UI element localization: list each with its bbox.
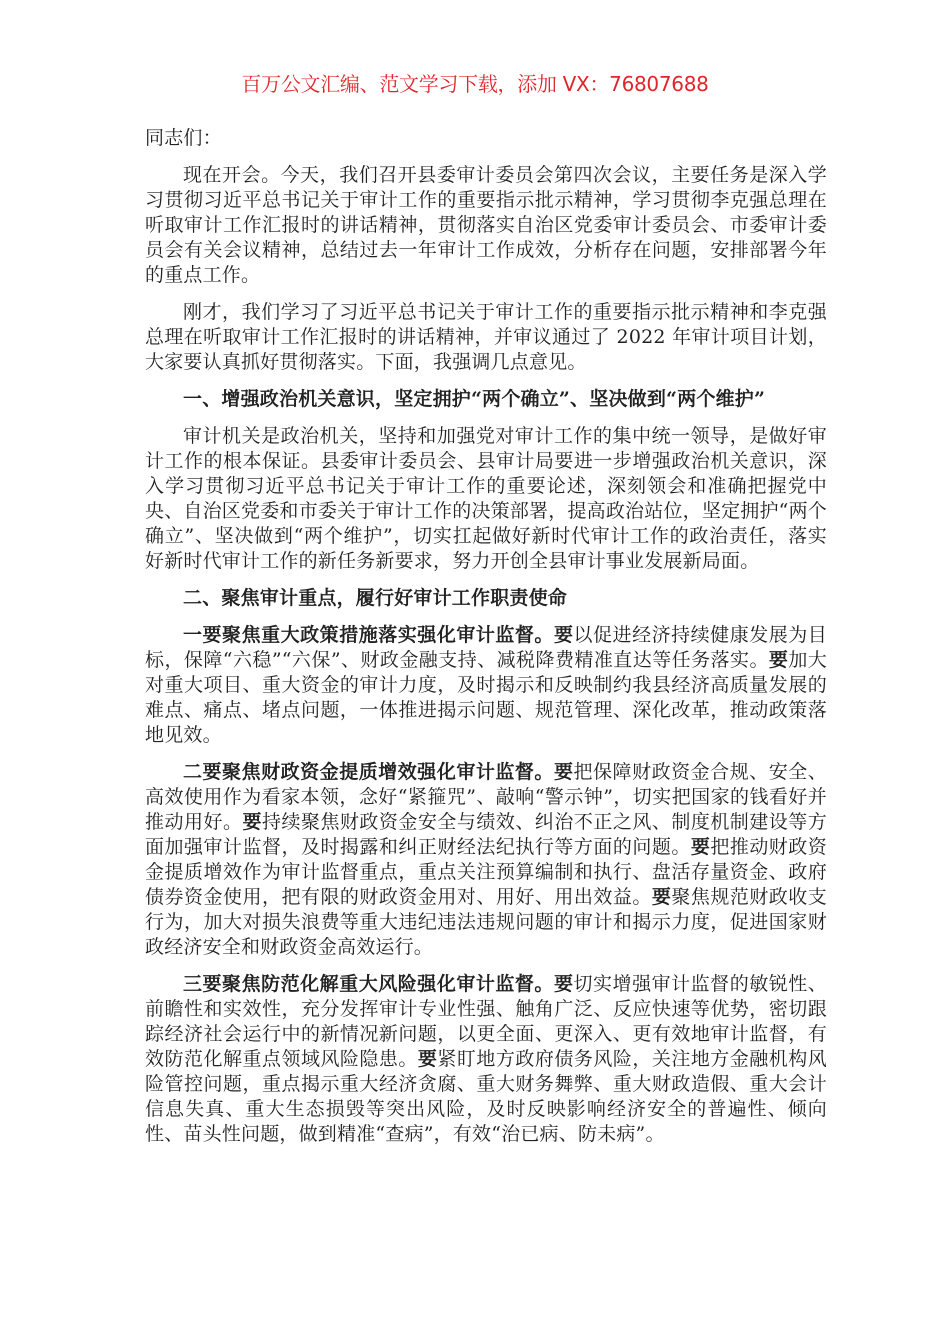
paragraph (145, 972, 827, 1147)
text: 把推动财政资金提质增效作为审计监督重点，重点关注预算编制和执行、盘活存量资金、政府债券资金使用，把有限的财政资金用对、用好、用出效益。 (145, 836, 827, 908)
paragraph (145, 760, 827, 960)
bold-text: 二、聚焦审计重点，履行好审计工作职责使命 (183, 587, 568, 609)
bold-text: 三要聚焦防范化解重大风险强化审计监督。要 (183, 973, 574, 995)
document-body (145, 126, 827, 1159)
text: 以促进经济持续健康发展为目标，保障“六稳”“六保”、财政金融支持、减税降费精准直达等任务落实。 (145, 624, 827, 671)
bold-text: 二要聚焦财政资金提质增效强化审计监督。要 (183, 761, 574, 783)
text: 现在开会。今天，我们召开县委审计委员会第四次会议，主要任务是深入学习贯彻习近平总书记关于审计工作的重要指示批示精神，学习贯彻李克强总理在听取审计工作汇报时的讲话精神，贯彻落实自治区党委审计委员会、市委审计委员会有关会议精神，总结过去一年审计工作成效，分析存在问题，安排部署今年的重点工作。 (145, 164, 827, 286)
bold-text: 要 (417, 1048, 438, 1070)
paragraphs (145, 163, 827, 1147)
text: 审计机关是政治机关，坚持和加强党对审计工作的集中统一领导，是做好审计工作的根本保证。县委审计委员会、县审计局要进一步增强政治机关意识，深入学习贯彻习近平总书记关于审计工作的重要论述，深刻领会和准确把握党中央、自治区党委和市委关于审计工作的决策部署，提高政治站位，坚定拥护“两个确立”、坚决做到“两个维护”，切实扛起做好新时代审计工作的政治责任，落实好新时代审计工作的新任务新要求，努力开创全县审计事业发展新局面。 (145, 425, 827, 572)
bold-text: 要 (651, 886, 672, 908)
text: 紧盯地方政府债务风险，关注地方金融机构风险管控问题，重点揭示重大经济贪腐、重大财务舞弊、重大财政造假、重大会计信息失真、重大生态损毁等突出风险，及时反映影响经济安全的普遍性、倾向性、苗头性问题，做到精准“查病”，有效“治已病、防未病”。 (145, 1048, 827, 1145)
paragraph (145, 300, 827, 375)
bold-text: 要 (242, 811, 262, 833)
paragraph (145, 623, 827, 748)
text: 刚才，我们学习了习近平总书记关于审计工作的重要指示批示精神和李克强总理在听取审计工作汇报时的讲话精神，并审议通过了 2022 年审计项目计划，大家要认真抓好贯彻落实。下面，我强调几点意见。 (145, 301, 827, 373)
section-heading (145, 586, 827, 611)
text: 把保障财政资金合规、安全、高效使用作为看家本领，念好“紧箍咒”、敲响“警示钟”，切实把国家的钱看好并推动用好。 (145, 761, 827, 833)
section-heading (145, 387, 827, 412)
bold-text: 一要聚焦重大政策措施落实强化审计监督。要 (183, 624, 574, 646)
text: 聚焦规范财政收支行为，加大对损失浪费等重大违纪违法违规问题的审计和揭示力度，促进国家财政经济安全和财政资金高效运行。 (145, 886, 827, 958)
bold-text: 要 (690, 836, 711, 858)
text: 持续聚焦财政资金安全与绩效、纠治不正之风、制度机制建设等方面加强审计监督，及时揭露和纠正财经法纪执行等方面的问题。 (145, 811, 827, 858)
bold-text: 要 (768, 649, 789, 671)
text: 加大对重大项目、重大资金的审计力度，及时揭示和反映制约我县经济高质量发展的难点、痛点、堵点问题，一体推进揭示问题、规范管理、深化改革，推动政策落地见效。 (145, 649, 827, 746)
bold-text: 一、增强政治机关意识，坚定拥护“两个确立”、坚决做到“两个维护” (183, 388, 766, 410)
paragraph (145, 424, 827, 574)
download-banner: 百万公文汇编、范文学习下载，添加 VX：76807688 (241, 72, 709, 96)
paragraph (145, 163, 827, 288)
salutation: 同志们： (145, 127, 222, 149)
text: 切实增强审计监督的敏锐性、前瞻性和实效性，充分发挥审计专业性强、触角广泛、反应快速等优势，密切跟踪经济社会运行中的新情况新问题，以更全面、更深入、更有效地审计监督，有效防范化解重点领域风险隐患。 (145, 973, 827, 1070)
